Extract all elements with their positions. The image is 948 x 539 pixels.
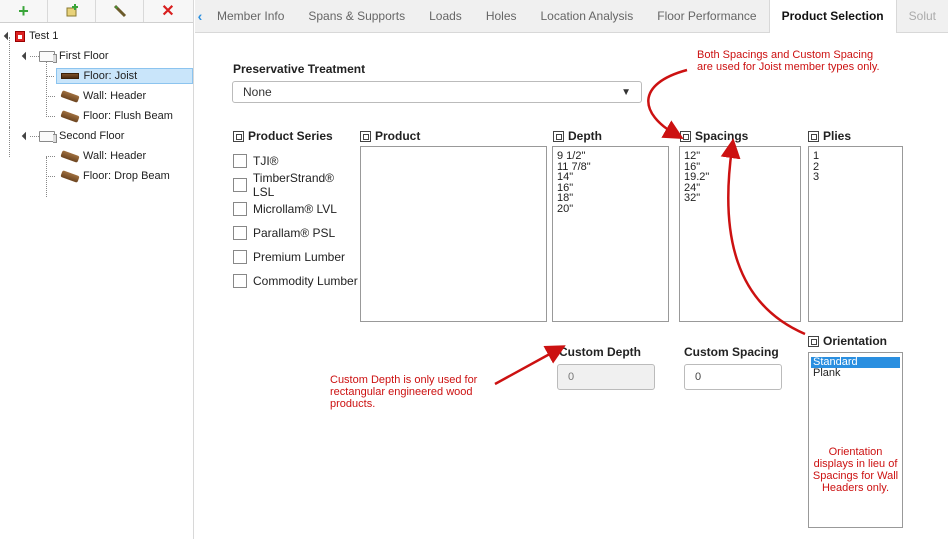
tree-item-label: Wall: Header (83, 150, 147, 162)
expand-icon[interactable] (22, 132, 30, 140)
annotation-arrows (195, 34, 948, 539)
tab-location-analysis[interactable]: Location Analysis (540, 9, 634, 23)
series-option-lsl[interactable]: TimberStrand® LSL (233, 173, 358, 197)
list-item[interactable]: 14" (557, 171, 574, 184)
plus-icon: + (18, 1, 29, 21)
tab-floor-performance[interactable]: Floor Performance (657, 9, 757, 23)
tab-loads[interactable]: Loads (429, 9, 462, 23)
custom-spacing-input[interactable]: 0 (684, 364, 782, 390)
beam-icon (60, 110, 79, 123)
project-icon (15, 31, 25, 42)
tree-item-wall-header[interactable] (0, 86, 193, 106)
tab-product-selection[interactable]: Product Selection (769, 0, 897, 33)
spacing-annotation: Both Spacings and Custom Spacing are used for Joist member types only. (697, 49, 880, 73)
list-item[interactable]: Plank (813, 366, 841, 379)
list-item[interactable]: 11 7/8" (557, 160, 591, 173)
orientation-note: Orientation displays in lieu of Spacings for Wall Headers only. (812, 446, 899, 495)
tree-item-label: Floor: Drop Beam (83, 170, 170, 182)
tree-floor-label: First Floor (59, 50, 109, 62)
tree-item-floor-flush-beam[interactable] (0, 106, 193, 126)
list-item[interactable]: 16" (684, 160, 701, 173)
beam-icon (60, 150, 79, 163)
project-tree-panel (0, 0, 194, 539)
tree-item-label: Floor: Joist (83, 70, 138, 82)
list-item[interactable]: 32" (684, 192, 701, 205)
chevron-down-icon: ▼ (621, 86, 631, 98)
spacings-header[interactable]: Spacings (680, 129, 748, 143)
beam-icon (60, 170, 79, 183)
tree-root-label: Test 1 (29, 30, 59, 42)
tree-toolbar (0, 0, 193, 23)
product-series-header[interactable]: Product Series (233, 129, 333, 143)
tab-member-info[interactable]: Member Info (217, 9, 285, 23)
arrow-to-custom-depth (495, 350, 557, 384)
preservative-value: None (243, 85, 272, 99)
series-option-commodity[interactable]: Commodity Lumber (233, 269, 358, 293)
folder-icon (39, 51, 55, 62)
beam-icon (60, 90, 79, 103)
custom-spacing-label: Custom Spacing (684, 345, 779, 359)
series-option-tji[interactable]: TJI® (233, 149, 358, 173)
close-icon: ✕ (161, 3, 175, 20)
tree-item-floor-joist[interactable] (0, 66, 193, 86)
custom-depth-annotation: Custom Depth is only used for rectangular engineered wood products. (330, 374, 478, 410)
list-item[interactable]: 16" (557, 181, 574, 194)
expand-icon[interactable] (22, 52, 30, 60)
add-button[interactable] (0, 0, 48, 22)
custom-depth-label: Custom Depth (559, 345, 641, 359)
list-item[interactable]: 19.2" (684, 171, 710, 184)
tools-button[interactable] (96, 0, 144, 22)
tab-holes[interactable]: Holes (485, 9, 517, 23)
tree-floor[interactable] (0, 126, 193, 146)
tree-item-floor-drop-beam[interactable] (0, 166, 193, 186)
tab-solutions[interactable]: Solut (908, 9, 936, 23)
add-child-button[interactable] (48, 0, 96, 22)
tree-item-wall-header[interactable] (0, 146, 193, 166)
expand-icon[interactable] (4, 32, 12, 40)
arrow-to-spacings (648, 70, 687, 134)
tree-root[interactable] (0, 26, 193, 46)
wrench-icon (112, 3, 128, 19)
tree-floor-label: Second Floor (59, 130, 125, 142)
list-item-selected[interactable]: Standard (811, 357, 900, 368)
tree-item-label: Wall: Header (83, 90, 147, 102)
arrow-orientation-to-spacings (728, 148, 805, 334)
list-item[interactable]: 3 (813, 171, 820, 184)
list-item[interactable]: 20" (557, 202, 574, 215)
list-item[interactable]: 1 (813, 150, 820, 162)
project-tree (0, 23, 193, 186)
joist-icon (61, 73, 79, 79)
product-header[interactable]: Product (360, 129, 420, 143)
plies-header[interactable]: Plies (808, 129, 851, 143)
list-item[interactable]: 18" (557, 192, 574, 205)
tree-item-label: Floor: Flush Beam (83, 110, 173, 122)
orientation-header[interactable]: Orientation (808, 334, 887, 348)
series-option-premium[interactable]: Premium Lumber (233, 245, 358, 269)
tab-scroll-left-button[interactable] (195, 0, 205, 33)
list-item[interactable]: 9 1/2" (557, 150, 586, 162)
depth-header[interactable]: Depth (553, 129, 602, 143)
series-option-psl[interactable]: Parallam® PSL (233, 221, 358, 245)
custom-depth-input[interactable]: 0 (557, 364, 655, 390)
product-selection-panel (195, 34, 948, 539)
chevron-left-icon: ‹ (197, 8, 203, 24)
tree-floor[interactable] (0, 46, 193, 66)
tab-spans-supports[interactable]: Spans & Supports (308, 9, 406, 23)
delete-button[interactable] (144, 0, 192, 22)
series-option-lvl[interactable]: Microllam® LVL (233, 197, 358, 221)
add-child-icon (64, 3, 80, 19)
list-item[interactable]: 24" (684, 181, 701, 194)
list-item[interactable]: 12" (684, 150, 701, 162)
preservative-label: Preservative Treatment (233, 62, 366, 76)
tab-bar (195, 0, 948, 33)
list-item[interactable]: 2 (813, 160, 820, 173)
folder-icon (39, 131, 55, 142)
